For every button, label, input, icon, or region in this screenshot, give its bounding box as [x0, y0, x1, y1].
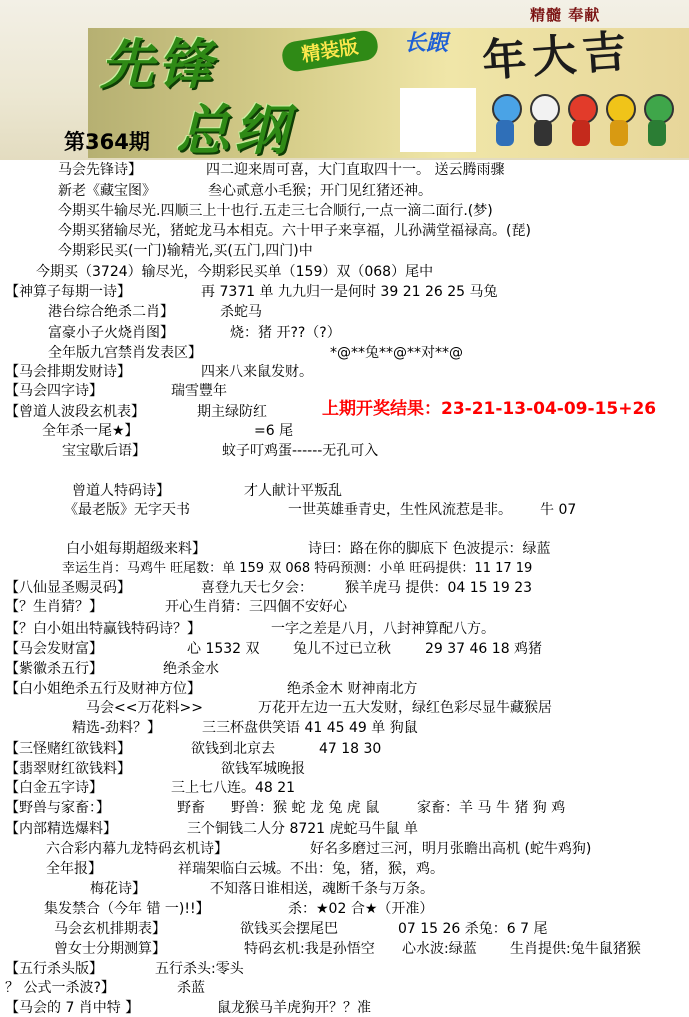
text-line: 【？白小姐出特赢钱特码诗？】 一字之差是八月，八封神算配八方。 [5, 621, 495, 637]
text-line: 【神算子每期一诗】 再 7371 单 九九归一是何时 39 21 26 25 马兔 [5, 284, 498, 300]
follow-label: 长跟 [404, 31, 449, 56]
text-line: 全年报】 祥瑞架临白云城。不出：兔，猪，猴，鸡。 [46, 861, 444, 877]
text-line: 【马会发财富】 心 1532 双 兔儿不过已立秋 29 37 46 18 鸡猪 [5, 641, 543, 657]
text-line: 【三怪赌红欲钱料】 欲钱到北京去 47 18 30 [5, 741, 382, 757]
text-line: 【五行杀头版】 五行杀头:零头 [5, 961, 244, 977]
text-line: 马会<<万花料>> 万花开左边一五大发财，绿红色彩尽显牛藏猴居 [86, 700, 552, 716]
text-line: 【野兽与家畜：】 野畜 野兽：猴 蛇 龙 兔 虎 鼠 家畜：羊 马 牛 猪 狗 鸡 [5, 800, 566, 816]
text-line: 【？生肖猜？】 开心生肖猜：三四個不安好心 [5, 599, 347, 615]
text-line: 【内部精选爆料】 三个铜钱二人分 8721 虎蛇马牛鼠 单 [5, 821, 418, 837]
text-line: 马会玄机排期表】 欲钱买会摆尾巴 07 15 26 杀兔：6 7 尾 [54, 921, 548, 937]
text-line: 【八仙显圣赐灵码】 喜登九天七夕会： 猴羊虎马 提供：04 15 19 23 [5, 580, 533, 596]
text-line: 梅花诗】 不知落日谁相送，魂断千条与万条。 [90, 881, 434, 897]
text-line: 六合彩内幕九龙特码玄机诗】 好名多磨过三河，明月张瞻出高机 (蛇牛鸡狗) [46, 841, 592, 857]
text-line: 富豪小子火烧肖图】 烧：猪 开??（?） [48, 325, 341, 341]
text-line: 今期买牛输尽光.四顺三上十也行.五走三七合顺行,一点一滴二面行.(梦) [58, 203, 493, 219]
text-line: 【曾道人波段玄机表】 期主绿防红 [5, 404, 267, 420]
new-year-greeting: 年大吉 [480, 25, 634, 88]
header-banner [0, 0, 689, 160]
text-line: 幸运生肖：马鸡牛 旺尾数：单 159 双 068 特码预测：小单 旺码提供：11 17 19 [62, 561, 533, 576]
brand-slogan: 精髓 奉献 [530, 6, 601, 24]
text-line: 曾道人特码诗】 才人献计平叛乱 [72, 483, 342, 499]
text-line: 【翡翠财红欲钱料】 欲钱军城晚报 [5, 761, 305, 777]
text-line: ？ 公式一杀波?】 杀蓝 [5, 980, 205, 996]
last-draw-result: 上期开奖结果：23-21-13-04-09-15+26 [322, 399, 657, 419]
mascot-illustration [484, 86, 684, 152]
text-line: 【马会的 7 肖中特 】 鼠龙猴马羊虎狗开？？准 [5, 1000, 371, 1016]
text-line: 【紫徽杀五行】 绝杀金水 [5, 661, 219, 677]
blank-panel [400, 88, 476, 152]
text-line: 精选-劲料？】 三三杯盘供笑语 41 45 49 单 狗鼠 [72, 720, 418, 736]
text-line: 【白金五字诗】 三上七八连。48 21 [5, 780, 296, 796]
text-line: 马会先锋诗】 四二迎来周可喜，大门直取四十一。 送云腾雨骤 [58, 162, 505, 178]
title-zonggang: 总纲 [176, 99, 292, 160]
text-line: 港台综合绝杀二肖】 杀蛇马 [48, 304, 262, 320]
text-line: 集发禁合（今年 错 一)!!】 杀：★02 合★（开准） [44, 901, 434, 917]
text-line: 新老《藏宝图》 叁心贰意小毛猴；开门见红猪还神。 [58, 183, 432, 199]
issue-number: 第364期 [64, 130, 150, 154]
text-line: 【白小姐绝杀五行及财神方位】 绝杀金木 财神南北方 [5, 681, 418, 697]
title-xianfeng: 先锋 [100, 33, 216, 96]
text-line: 今期彩民买(一门)输精光,买(五门,四门)中 [58, 243, 313, 259]
text-line: 全年版九宫禁肖发表区】 *@**兔**@**对**@ [48, 345, 463, 361]
text-line: 曾女士分期测算】 特码玄机:我是孙悟空 心水波:绿蓝 生肖提供:兔牛鼠猪猴 [54, 941, 641, 957]
edition-badge: 精装版 [280, 29, 380, 74]
text-line: 【马会排期发财诗】 四来八来鼠发财。 [5, 364, 313, 380]
text-line: 今期买猪输尽光，猪蛇龙马本相克。六十甲子来享福，儿孙满堂福禄高。(琵) [58, 223, 531, 239]
text-line: 白小姐每期超级来料】 诗曰：路在你的脚底下 色波提示：绿蓝 [66, 541, 551, 557]
text-line: 全年杀一尾★】 =6 尾 [42, 423, 294, 439]
text-line: 今期买（3724）输尽光，今期彩民买单（159）双（068）尾中 [36, 264, 434, 280]
text-line: 宝宝歇后语】 蚊子叮鸡蛋------无孔可入 [62, 443, 379, 459]
text-line: 《最老版》无字天书 一世英雄垂青史，生性风流惹是非。 牛 07 [64, 502, 577, 518]
text-line: 【马会四字诗】 瑞雪豐年 [5, 383, 227, 399]
